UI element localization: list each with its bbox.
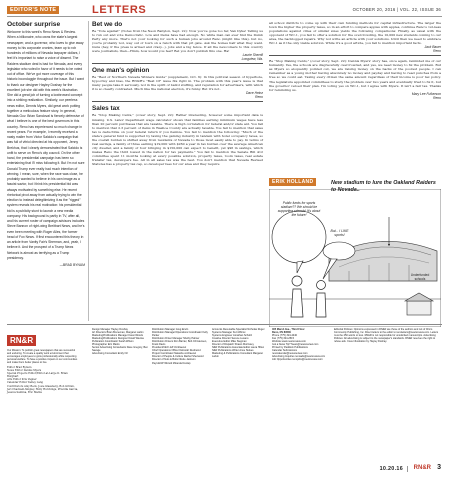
editors-note-signature: —BRAD BYNUM [59,263,85,267]
staff-line: Distribution Manager/Operations Coordinator Kelly Parker [152,331,208,338]
staff-line: N&R Publications Associate Editor Laura Hillen [212,346,265,350]
staff-line: Marketing/Publications Designer David Wienke [92,337,144,341]
footer-brand: RN&R [413,465,431,471]
letter-body-opinion: Re "Best of Northern Nevada Winners Guide" (supplement, Oct. 6): In this political season of hyperbole, hypocrisy and bias, the RN&R's "Best Of" issue fits right in. The problem with this year's issue is that many people take it seriously, not in the spirit of ballot stuffing, and reputation for advertisers, with which it is so clearly contrasted. Much like the national election, it's funny. But it's not. [92,75,263,92]
staff-line: Payroll/AP Wizard Miranda Dunlap [152,361,191,365]
letter-divider [92,63,263,64]
staff-line: President/CEO Jeff VonKaenel [152,346,187,350]
letter-headline-sales-tax: Sales tax [92,105,120,113]
masthead-col-5 [272,328,328,362]
staff-line: Contributors Amy Beck, Josie Glassberg, Bob Grimm, Jeri Chadwell-Singley, Holly Hutchings, Priscilla Garcia, Jessica Santina, Eric Marks [7,384,79,394]
staff-line: Accounts Receivable Specialist Nicholas Rugel [212,328,265,331]
letters-section-title: LETTERS [92,4,147,16]
letter-body-sales-tax: Re "Stop Making Cents," (cover story, Sept. 22): Rather interesting, however some important data is missing. U.S. Labor Department wage calculator shows that families earning minimum wages have less than 20 percent purchases that are taxable. There is high correlation for federal and/or state aid. You fail to mention that 2.3 percent of items in Washoe County are actually taxable. You fail to mention that sales tax is deductible on your federal return if you itemize. You fail to mention the following: "Much of the state's general fund is supported by taxing the gaming industry in tandem with hotel occupancy taxes, so the overall burden is shifted away from residents of Nevada to those most easily able to pay. In terms of real savings, a family of three earning $19,000 with $260 a year in tax burden over the average American city dweller, and a family of four bringing in $150,000 can expect to benefit, yet $96 in savings, which makes Reno the third lowest in the nation for tax payments." You fail to mention the Senate Bill 412 committee spent 11 months looking at every possible solution, property taxes, room taxes, real estate transfer tax, developers fee. All in all sales tax was the best. You don't mention that Nevada Revised Statutes has a property tax cap, so developer fees for our area and they require [92,113,263,167]
staff-line: News Editor Dennis Myers [7,369,42,373]
staff-line: Editor Brad Bynum [7,366,32,370]
staff-line: Advertising Consultant Emily Orr [92,352,129,356]
footer-page-number: 3 [437,464,441,471]
editors-note-title: October surprise [7,21,61,28]
letter-sig-name: Dave Heinz [245,91,263,96]
staff-line: Senior Advertising Consultants Dave Gregory, Ben Savage [92,346,148,353]
cartoon-bubble-right: But... I LIKE sports! [330,229,349,238]
staff-line: Director of Dispatch Shawn Morrissey [212,343,254,347]
footer-separator [407,466,408,472]
staff-line: Distribution Manager Greg Erwin [152,328,189,331]
letter-body-bet: Re "Vote against" (Notes from the Neon Babylon, Sept. 22): Now you've gone too far, Van Dyke! Telling us to run out and vote Democratic. Low and Dems have had enough. No white man can ever find the Dumb Party any more. That's not your looking for such a human jobs around Reno (might like this), but no, you're probably not, way out of town on a ranch with that pit gate. Ask the homes half what they want. Guns (hey, if the press is armed and crazy...), jobs and a big fence. If all the newcomers to this country were journalists, then—Hmm, how would you feel? Bet you don't publish this one. Ha! [92,29,263,54]
contact-line[interactable]: Calendar Submissions renocalendar@newsreview.com [272,349,308,356]
letter-headline-opinion: One man's opinion [92,67,150,75]
letter-sig-place: Reno [255,95,263,100]
letter-divider [92,101,263,102]
letter-body-continued: all school districts to come up with their own funding methods for capital infrastructure. The larger the town the higher the property taxes, so in an effort to compare apples with apples, continue Reno's 1st-ness populations against cities of similar sizes yields the following comparisons: Finally, as usual with the opponent of WC-1, you fail to offer a solution for the overcrowding, the 10,000 new students coming to our area, the backlogged repairs. Why not write an article with your solutions. Until then we need to embrace WC-1 as it the only viable solution. While it's a good article, you fail to mention important facts. [269,21,441,46]
cartoon-credit-tag: ERIK HOLLAND [269,178,316,186]
letter-sig-place: Longview, Wa. [241,57,263,62]
contact-line: 405 Marsh Ave., Third Floor [272,328,305,331]
letter-divider [269,55,441,56]
cartoon-stadium-title: New stadium to lure the Oakland Raiders to Nevada.. [331,180,436,193]
staff-line: Design Manager Hayley Doshay [92,328,128,331]
contact-line: Reno, NV 89509 [272,331,291,335]
contact-line: Fax (775) 324-2515 [272,337,294,341]
staff-line: Special Projects Editor/Editor-at-Large D. Brian Burghart [7,372,68,379]
letters-column-right [269,21,441,100]
masthead-logo: RN&R [7,335,36,346]
footer-date: 10.20.16 [379,466,403,472]
staff-line: Systems Engineer Jonathan Schultz [212,334,253,338]
header-rule [7,16,442,17]
contact-line[interactable]: Advertising Inquiries renoads@newsreview.com [272,355,326,359]
masthead-col-1 [7,366,79,393]
staff-line: Executive Editor Mike Siegman [212,340,247,344]
staff-line: Calendar Editor Kelley Lang [7,381,44,385]
editors-note-tag: EDITOR'S NOTE [7,6,59,14]
staff-line: Marketing/Publications Manager Kassi Woods [92,334,143,338]
masthead-logo-block [7,328,79,394]
staff-line: Photographer Eric Marks [92,343,120,347]
contact-line[interactable]: Website www.newsreview.com [272,340,306,344]
editors-note [7,21,85,267]
letter-sig-name: Mary Lee Fulkerson [411,91,441,96]
staff-line: Distribution Drivers Ron Barrier, Bob Christensen, Frank Davis [152,340,208,347]
letter-sig-name: Laurie Sherrill [242,53,263,58]
cartoon-panel [269,168,441,318]
issue-line: OCTOBER 20, 2016 | VOL. 22, ISSUE 36 [352,7,441,12]
masthead-col-3 [152,328,208,365]
staff-line: Marketing & Publications Consultant Margaret Larkin [212,352,263,359]
letter-sig-name: Jack Bauer [424,45,441,50]
masthead-mission: Our Mission: To publish great newspapers that are successful and enduring. To create a quality work environment that encourages employees to grow professionally while respecting personal welfare. To have a positive impact on our communities and make them better places to live. [7,349,78,365]
staff-line: Chief Operations Officer Deborah Redmond [152,349,201,353]
contact-line[interactable]: Job Opportunities renojobs@newsreview.com [272,358,323,362]
cartoon-caption: Underfunded schools [410,273,430,281]
column-rule [88,21,89,321]
letter-sig-place: Reno [433,95,441,100]
contact-line: Printed by Paddock Publications [272,346,308,350]
letter-body-stop-making-cents: Re "Stop Making Cents," (cover story, Sept. 22): Dennis Myers' story has, once again, reminded me of our humanity. Yes, the schools are disgracefully overcrowded, and yes, we need money to fix the problem. But as Myers so eloquently pointed out, we are raising money on the backs of the poorest people. I can remember as a young mother having absolutely no money and payday and having to read punches from a tree so we could eat. Taxing every citizen the same amount regardless of their income is poor tax policy. The legislature appointed committees to study the problem over two years and eventually tried to fix it, but the governor vetoed their plan. I'm voting yes on WC-1, but I agree with Myers. It isn't a fair tax. Thanks for reminding us. [269,59,441,92]
staff-line: Art Directors Brian Breneman, Margaret Larkin [92,331,144,335]
masthead-col-2 [92,328,148,355]
contact-line: Phone (775) 324-4440 [272,334,298,338]
letters-column-left [92,21,263,166]
masthead-col-4 [212,328,268,358]
cartoon-bubble-left: Public funds for sports stadium?? We should be supporting schools! It's about the future! [277,201,321,218]
staff-line: Creative Director Serene Lusano [212,337,249,341]
staff-line: Director of Nuts & Bolts Nicole Jackson [152,358,196,362]
staff-line: Distribution Driver Manager Shelby Palmer [152,337,200,341]
letter-sig-place: Reno [433,49,441,54]
staff-line: Director of People & Culture Rachel Sherwood [152,355,204,359]
staff-line: Systems Manager Kurt Wilcox [212,331,246,335]
masthead-col-6-policies: Editorial Policies: Opinions expressed in RN&R are those of the authors and not of Chico Community Publishing, Inc. Direct letters to the editor to renoletters@newsreview.com. Letters must be 250 words or less. RN&R is not responsible for unsolicited manuscripts. Advertising Policies: All advertising is subject to the newspaper's standards. RN&R reserves the right to refuse ads. Cover illustration by Hayley Doshay. [334,328,439,344]
editors-note-body: Welcome to this week's Reno News & Review. When a billionaire, who owns the state's largest newspaper, and a governor, who loves to give away money to his corporate cronies, team up to rob hundreds of millions of Nevada taxpayer dollars, I feel it's important to raise a voice of dissent. The Raiders stadium deal is bad for Nevada, and every legislator who voted in favor of it needs to be voted out of office. We've got more coverage of this historic boondoggle throughout the issue. But I want to thank our designer Hayley Doshay for the excellent job she did with this week's illustration. She did a great job of turning a lowbrowed concept into a striking realization. Similarly, our peerless news editor, Dennis Myers, did great work putting together a meticulous feature story. In general, Nevada Gov. Brian Sandoval is fiercely defensive of what I believe is one of the best governors in this country. Reno has experienced so much change in recent years. For example, I recently received a nasty mailer from Victor Salcido's campaign that was full of vitriol directed at his opponent, Jenny Brekhus, that I clearly demonstrated that Salcido is unfit to serve on Reno's city council. On the other hand, the presidential campaign has been so entertaining that I'll miss following it. But I'm not sure Donald Trump ever really had much intention of winning. I mean, sure, when the race was close, he probably wanted to believe in his own image as a fascist savior, but I think his presidential bid was always motivated by something else. He recent rhetorical pivot away from actually trying to win the election to instead delegitimizing it as the "rigged" system reveals his real motivation: his presidential bid is a publicity stunt to launch a new media company. His background is partly in TV, after all, and his current roster of campaign advisors includes Steve Bannon of right-wing Breitbart News, and he's even been meeting with Roger Ailes, the former head of Fox News. If first encountered this theory in an article from Vanity Fair's Sherman, and, yeah, I believe it. And the prospect of a Trump News Network is almost as terrifying as a Trump presidency. [7,30,85,260]
staff-line: Arts Editor Kris Vagner [7,378,37,382]
letter-headline-bet: Bet we do [92,21,123,28]
staff-line: Project Coordinator Natasha vonKaenel [152,352,197,356]
masthead-rule [7,324,442,325]
staff-line: Publication Coordinator Sarah Wilson [92,340,134,344]
contact-line[interactable]: Got a News Tip? News@newsreview.com [272,343,319,347]
staff-line: N&R Publications Writer Anne Stokes [212,349,254,353]
